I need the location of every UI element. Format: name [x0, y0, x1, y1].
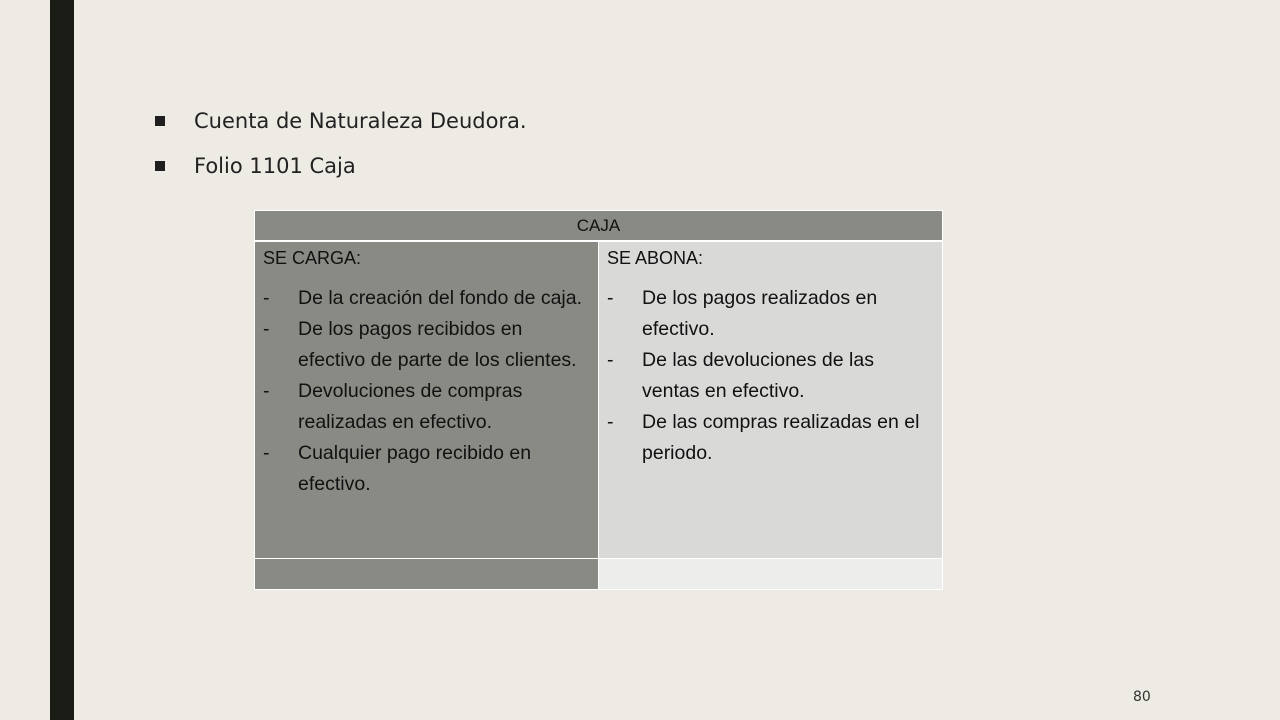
dash-marker: - [263, 442, 270, 464]
bullet-list [155, 98, 527, 188]
dash-marker: - [263, 287, 270, 309]
debit-heading: SE CARGA: [263, 248, 362, 268]
dash-marker: - [263, 318, 270, 340]
dash-marker: - [607, 349, 614, 371]
bullet-item [155, 98, 527, 143]
list-item [607, 407, 934, 469]
bullet-item [155, 143, 527, 188]
credit-heading: SE ABONA: [607, 248, 704, 268]
list-item-text: De los pagos recibidos en efectivo de parte de los clientes. [298, 318, 577, 371]
table-title: CAJA [255, 211, 943, 242]
square-bullet-icon [155, 116, 165, 126]
debit-column [255, 241, 599, 559]
list-item [263, 376, 590, 438]
list-item [263, 283, 590, 314]
list-item [263, 314, 590, 376]
credit-list [607, 283, 934, 469]
square-bullet-icon [155, 161, 165, 171]
list-item [607, 283, 934, 345]
list-item-text: De las compras realizadas en el periodo. [642, 411, 920, 464]
list-item [263, 438, 590, 500]
list-item-text: De los pagos realizados en efectivo. [642, 287, 878, 340]
list-item-text: Cualquier pago recibido en efectivo. [298, 442, 532, 495]
credit-column [599, 241, 943, 559]
list-item-text: De la creación del fondo de caja. [298, 287, 583, 309]
bullet-text: Cuenta de Naturaleza Deudora. [194, 108, 527, 133]
list-item [607, 345, 934, 407]
list-item-text: De las devoluciones de las ventas en efectivo. [642, 349, 874, 402]
dash-marker: - [263, 380, 270, 402]
page-number: 80 [1133, 689, 1151, 705]
debit-total-cell [255, 559, 599, 590]
list-item-text: Devoluciones de compras realizadas en efectivo. [298, 380, 523, 433]
debit-list [263, 283, 590, 500]
dash-marker: - [607, 287, 614, 309]
t-account-table [254, 210, 943, 590]
credit-total-cell [599, 559, 943, 590]
bullet-text: Folio 1101 Caja [194, 153, 356, 178]
decorative-side-bar [50, 0, 74, 720]
dash-marker: - [607, 411, 614, 433]
